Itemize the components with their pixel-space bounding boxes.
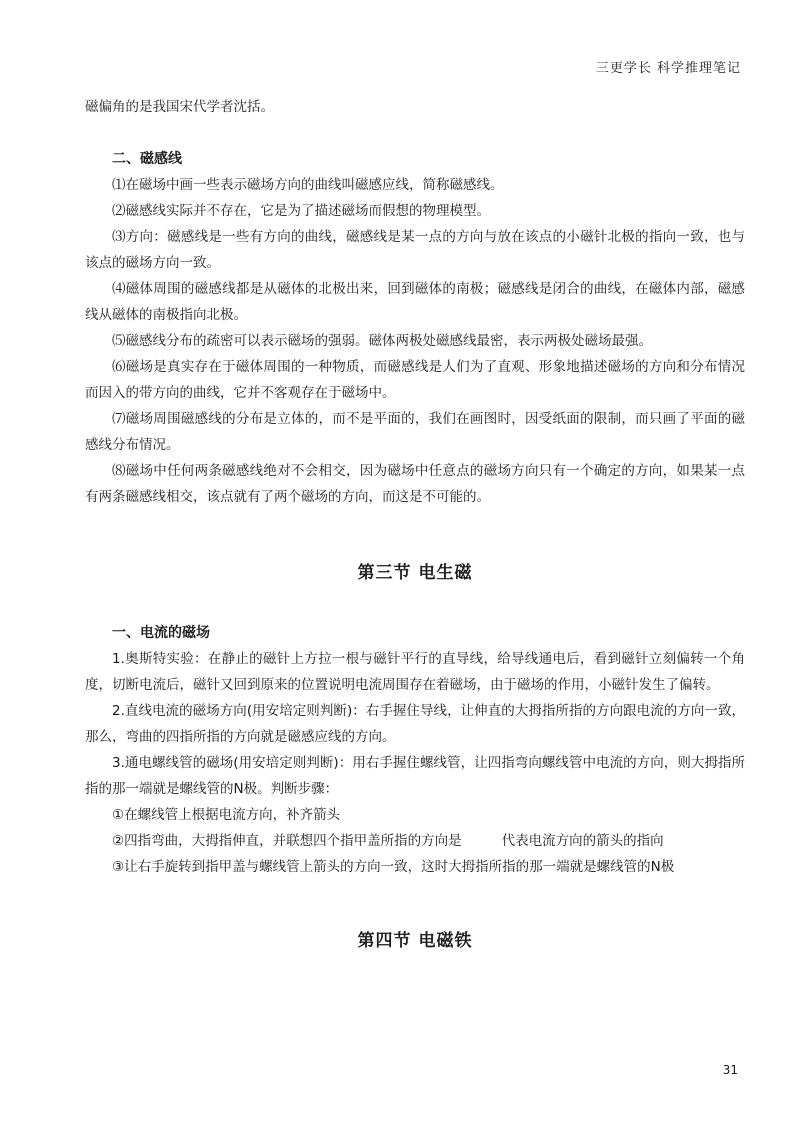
magnetic-line-item-7: ⑺磁场周围磁感线的分布是立体的，而不是平面的，我们在画图时，因受纸面的限制，而只画了平面的磁感线分布情况。 bbox=[85, 411, 745, 453]
running-header: 三更学长 科学推理笔记 bbox=[595, 61, 741, 76]
page-content bbox=[85, 94, 745, 954]
heading-magnetic-lines: 二、磁感线 bbox=[112, 151, 182, 167]
intro-tail-text: 磁偏角的是我国宋代学者沈括。 bbox=[85, 99, 274, 115]
step-2 bbox=[85, 828, 745, 854]
step-1: ①在螺线管上根据电流方向，补齐箭头 bbox=[112, 807, 341, 823]
section3-title: 第三节 电生磁 bbox=[357, 563, 473, 583]
magnetic-line-item-8: ⑻磁场中任何两条磁感线绝对不会相交，因为磁场中任意点的磁场方向只有一个确定的方向，如果某一点有两条磁感线相交，该点就有了两个磁场的方向，而这是不可能的。 bbox=[85, 463, 745, 505]
magnetic-line-item-2: ⑵磁感线实际并不存在，它是为了描述磁场而假想的物理模型。 bbox=[112, 203, 490, 219]
current-field-item-2: 2.直线电流的磁场方向(用安培定则判断)：右手握住导线，让伸直的大拇指所指的方向跟电流的方向一致，那么，弯曲的四指所指的方向就是磁感应线的方向。 bbox=[85, 703, 745, 745]
step-3: ③让右手旋转到指甲盖与螺线管上箭头的方向一致，这时大拇指所指的那一端就是螺线管的N极 bbox=[112, 859, 675, 875]
page-number: 31 bbox=[722, 1063, 738, 1077]
current-field-item-3: 3.通电螺线管的磁场(用安培定则判断)：用右手握住螺线管，让四指弯向螺线管中电流的方向，则大拇指所指的那一端就是螺线管的N极。判断步骤： bbox=[85, 755, 745, 797]
magnetic-line-item-1: ⑴在磁场中画一些表示磁场方向的曲线叫磁感应线，简称磁感线。 bbox=[112, 177, 504, 193]
magnetic-line-item-4: ⑷磁体周围的磁感线都是从磁体的北极出来，回到磁体的南极；磁感线是闭合的曲线，在磁体内部，磁感线从磁体的南极指向北极。 bbox=[85, 281, 745, 323]
heading-current-magnetic-field: 一、电流的磁场 bbox=[112, 625, 210, 641]
magnetic-line-item-3: ⑶方向：磁感线是一些有方向的曲线，磁感线是某一点的方向与放在该点的小磁针北极的指向一致，也与该点的磁场方向一致。 bbox=[85, 229, 745, 271]
magnetic-line-item-6: ⑹磁场是真实存在于磁体周围的一种物质，而磁感线是人们为了直观、形象地描述磁场的方向和分布情况而因入的带方向的曲线，它并不客观存在于磁场中。 bbox=[85, 359, 745, 401]
step-2-part-b: 代表电流方向的箭头的指向 bbox=[501, 833, 664, 849]
current-field-item-1: 1.奥斯特实验：在静止的磁针上方拉一根与磁针平行的直导线，给导线通电后，看到磁针立刻偏转一个角度，切断电流后，磁针又回到原来的位置说明电流周围存在着磁场，由于磁场的作用，小磁针发生了偏转。 bbox=[85, 651, 745, 693]
section4-title: 第四节 电磁铁 bbox=[357, 931, 473, 951]
magnetic-line-item-5: ⑸磁感线分布的疏密可以表示磁场的强弱。磁体两极处磁感线最密，表示两极处磁场最强。 bbox=[112, 333, 652, 349]
step-2-part-a: ②四指弯曲，大拇指伸直，并联想四个指甲盖所指的方向是 bbox=[112, 833, 462, 849]
